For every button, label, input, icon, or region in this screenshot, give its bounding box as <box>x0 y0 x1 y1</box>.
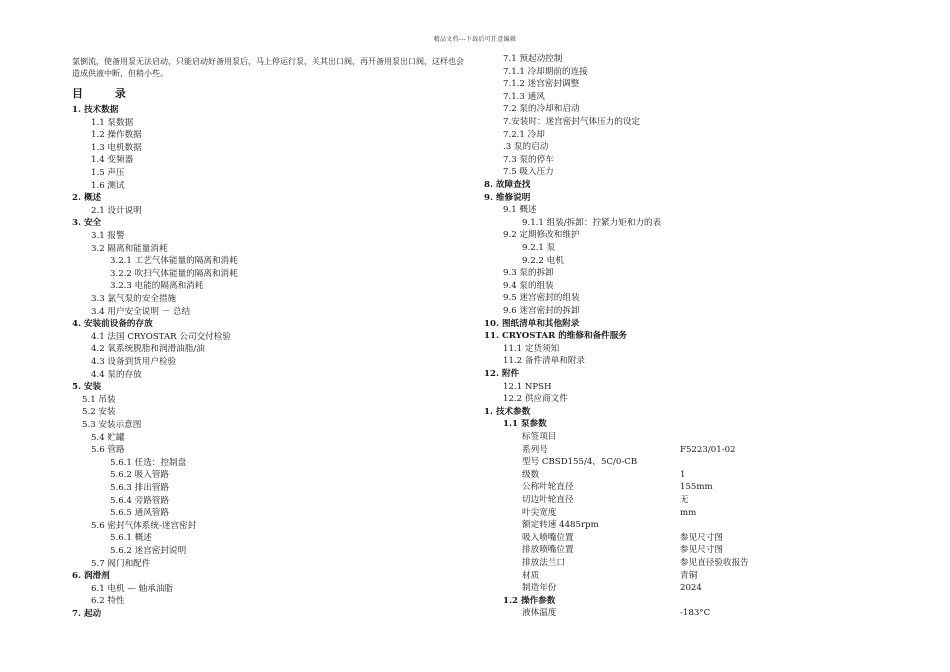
toc-entry: 9.1.1 组装/拆卸：拧紧力矩和力的表 <box>522 217 662 228</box>
toc-entry: 5.1 吊装 <box>82 394 116 405</box>
toc-entry: 5.3 安装示意图 <box>82 420 142 430</box>
toc-entry: 7.2.1 冷却 <box>503 129 545 140</box>
toc-entry: 1.3 电机数据 <box>91 142 142 153</box>
toc-entry: 7.安装时：迷宫密封气体压力的设定 <box>503 117 641 127</box>
toc-entry: 公称叶轮直径 <box>522 482 574 493</box>
toc-entry: 制造年份 <box>522 583 557 594</box>
toc-entry: 6.2 特性 <box>91 596 125 607</box>
spec-value: 参见尺寸图 <box>680 532 723 543</box>
toc-entry: 7.1 预起动控制 <box>503 54 563 64</box>
toc-entry: 5.6 密封气体系统-迷宫密封 <box>91 520 197 531</box>
toc-entry: 9.3 泵的拆卸 <box>503 268 554 279</box>
toc-entry: 5.6.1 概述 <box>110 533 152 544</box>
toc-heading: 1. 技术参数 <box>484 406 531 417</box>
toc-entry: 标签项目 <box>522 432 557 442</box>
toc-entry: 型号 CBSD155/4，5C/0-CB <box>522 457 638 468</box>
toc-heading: 7. 起动 <box>72 609 102 619</box>
toc-heading: 4. 安装前设备的存放 <box>72 319 153 330</box>
toc-entry: 3.4 用户安全说明 － 总结 <box>91 306 191 317</box>
toc-entry: 3.2.1 工艺气体能量的隔离和消耗 <box>110 256 238 267</box>
toc-entry: 液体温度 <box>522 608 557 619</box>
toc-entry: 3.1 报警 <box>91 231 125 241</box>
page-header: 精品文档---下载后可任意编辑 <box>433 36 517 43</box>
toc-entry: .3 泵的启动 <box>503 142 549 153</box>
toc-entry: 4.2 氧系统脱脂和润滑油脂/油 <box>91 344 205 355</box>
spec-value: 155mm <box>680 482 713 493</box>
toc-entry: 1.1 泵数据 <box>91 117 134 128</box>
spec-value: 参见直径验收报告 <box>680 558 749 568</box>
toc-heading: 1.1 泵参数 <box>503 419 547 430</box>
toc-entry: 5.6 管路 <box>91 445 125 456</box>
spec-value: 1 <box>680 469 686 480</box>
toc-heading: 1.2 操作参数 <box>503 595 556 606</box>
intro-paragraph: 氯倒流，使备用泵无法启动，只能启动好备用泵后，马上停运行泵，关其出口阀，再开备用泵出口阀，这样也会造成供液中断，但稍小些。 <box>72 57 464 78</box>
toc-entry: 3.2 隔离和能量消耗 <box>91 243 168 254</box>
toc-entry: 11.2 备件清单和附录 <box>503 356 586 367</box>
toc-entry: 9.5 迷宫密封的组装 <box>503 293 580 304</box>
toc-heading: 11. CRYOSTAR 的维修和备件服务 <box>484 331 627 342</box>
toc-entry: 5.7 阀门和配件 <box>91 558 151 569</box>
spec-value: 2024 <box>680 583 702 594</box>
toc-entry: 4.1 法国 CRYOSTAR 公司交付检验 <box>91 331 231 342</box>
toc-entry: 9.2.2 电机 <box>522 255 564 266</box>
toc-entry: 吸入喷嘴位置 <box>522 532 574 543</box>
toc-entry: 1.2 操作数据 <box>91 130 142 141</box>
toc-entry: 系列号 <box>522 444 548 455</box>
spec-value: 参见尺寸图 <box>680 545 723 556</box>
spec-value: F5223/01-02 <box>680 444 736 455</box>
toc-entry: 7.2 泵的冷却和启动 <box>503 104 580 115</box>
toc-heading: 6. 润滑剂 <box>72 571 110 582</box>
toc-entry: 4.3 设备到货用户检验 <box>91 357 177 367</box>
toc-entry: 1.4 变频器 <box>91 155 134 166</box>
toc-entry: 材质 <box>522 570 540 581</box>
toc-entry: 5.4 贮罐 <box>91 432 125 443</box>
toc-entry: 排放法兰口 <box>522 558 565 568</box>
toc-entry: 7.1.1 冷却期前的连接 <box>503 66 588 77</box>
toc-heading: 2. 概述 <box>72 193 102 204</box>
toc-left-column <box>72 104 472 624</box>
toc-heading: 3. 安全 <box>72 218 102 229</box>
toc-entry: 5.6.2 吸入管路 <box>110 470 169 481</box>
toc-heading: 12. 附件 <box>484 369 520 379</box>
toc-entry: 5.6.5 通风管路 <box>110 508 169 519</box>
spec-value: mm <box>680 507 697 518</box>
toc-entry: 切边叶轮直径 <box>522 495 574 505</box>
toc-entry: 7.1.2 迷宫密封调整 <box>503 79 580 90</box>
toc-entry: 1.6 测试 <box>91 180 125 191</box>
spec-value: 无 <box>680 495 689 505</box>
toc-entry: 11.1 定货须知 <box>503 343 560 354</box>
toc-entry: 6.1 电机 — 轴承油脂 <box>91 583 174 594</box>
toc-entry: 9.2 定期修改和维护 <box>503 230 580 241</box>
toc-entry: 排放喷嘴位置 <box>522 545 574 556</box>
toc-entry: 7.5 吸入压力 <box>503 167 554 178</box>
toc-entry: 5.6.4 旁路管路 <box>110 495 169 506</box>
toc-title: 目 录 <box>72 87 140 100</box>
toc-entry: 2.1 设计说明 <box>91 205 142 216</box>
toc-entry: 级数 <box>522 469 540 480</box>
toc-entry: 3.2.3 电能的隔离和消耗 <box>110 281 204 292</box>
toc-entry: 7.1.3 通风 <box>503 91 545 102</box>
toc-entry: 5.2 安装 <box>82 407 116 418</box>
toc-entry: 9.6 迷宫密封的拆卸 <box>503 306 580 316</box>
toc-entry: 5.6.1 任选：控制盘 <box>110 457 187 468</box>
toc-entry: 12.1 NPSH <box>503 381 552 392</box>
toc-entry: 4.4 泵的存放 <box>91 369 142 380</box>
toc-entry: 1.5 声压 <box>91 168 125 178</box>
toc-entry: 9.4 泵的组装 <box>503 280 554 291</box>
toc-heading: 10. 图纸清单和其他附录 <box>484 318 580 329</box>
toc-entry: 叶尖宽度 <box>522 507 557 518</box>
toc-entry: 7.3 泵的停车 <box>503 154 554 165</box>
toc-heading: 9. 维修说明 <box>484 192 531 203</box>
toc-entry: 5.6.3 排出管路 <box>110 483 169 493</box>
spec-value: 青铜 <box>680 570 698 581</box>
spec-value: -183°C <box>680 608 711 619</box>
toc-heading: 1. 技术数据 <box>72 105 119 115</box>
toc-right-column <box>484 53 904 628</box>
toc-entry: 5.6.2 迷宫密封说明 <box>110 546 187 556</box>
toc-entry: 3.3 氯气泵的安全措施 <box>91 294 177 304</box>
toc-entry: 12.2 供应商文件 <box>503 394 568 405</box>
toc-entry: 9.1 概述 <box>503 205 537 216</box>
toc-heading: 8. 故障查找 <box>484 180 531 190</box>
toc-entry: 9.2.1 泵 <box>522 243 556 253</box>
toc-entry: 额定转速 4485rpm <box>522 520 599 531</box>
toc-heading: 5. 安装 <box>72 382 102 393</box>
toc-entry: 3.2.2 吹扫气体能量的隔离和消耗 <box>110 268 238 279</box>
